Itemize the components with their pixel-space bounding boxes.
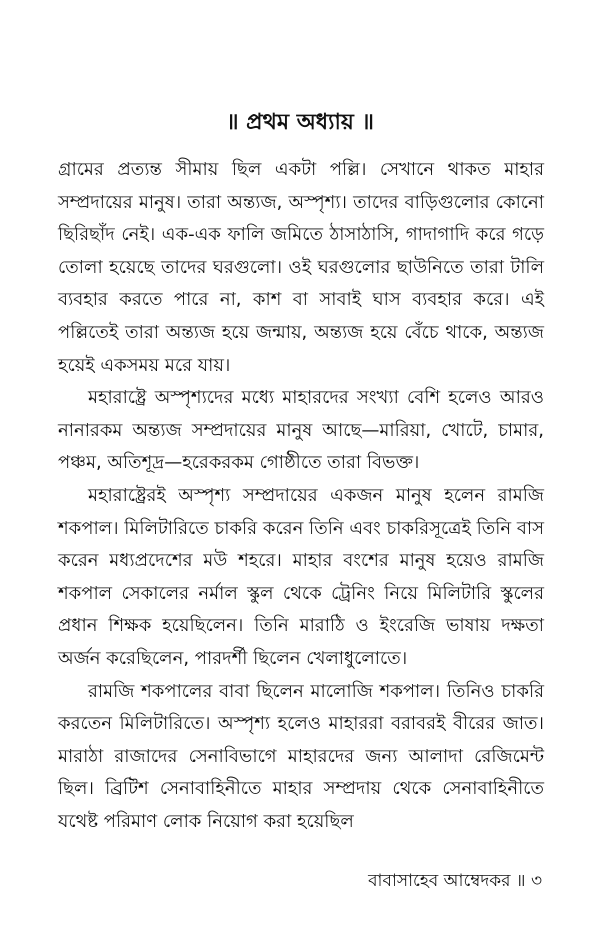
body-text (58, 154, 544, 838)
paragraph-3: মহারাষ্ট্রেরই অস্পৃশ্য সম্প্রদায়ের একজন মানুষ হলেন রামজি শকপাল। মিলিটারিতে চাকরি করেন তিনি এবং চাকরিসূত্রেই তিনি বাস করেন মধ্যপ্রদেশের মউ শহরে। মাহার বংশের মানুষ হয়েও রামজি শকপাল সেকালের নর্মাল স্কুল থেকে ট্রেনিং নিয়ে মিলিটারি স্কুলের প্রধান শিক্ষক হয়েছিলেন। তিনি মারাঠি ও ইংরেজি ভাষায় দক্ষতা অর্জন করেছিলেন, পারদর্শী ছিলেন খেলাধুলোতে। (58, 484, 544, 669)
chapter-title: ॥ প্রথম অধ্যায় ॥ (226, 110, 374, 135)
paragraph-1: গ্রামের প্রত্যন্ত সীমায় ছিল একটা পল্লি। সেখানে থাকত মাহার সম্প্রদায়ের মানুষ। তারা অন্ত্যজ, অস্পৃশ্য। তাদের বাড়িগুলোর কোনো ছিরিছাঁদ নেই। এক-এক ফালি জমিতে ঠাসাঠাসি, গাদাগাদি করে গড়ে তোলা হয়েছে তাদের ঘরগুলো। ওই ঘরগুলোর ছাউনিতে তারা টালি ব্যবহার করতে পারে না, কাশ বা সাবাই ঘাস ব্যবহার করে। এই পল্লিতেই তারা অন্ত্যজ হয়ে জন্মায়, অন্ত্যজ হয়ে বেঁচে থাকে, অন্ত্যজ হয়েই একসময় মরে যায়। (58, 159, 544, 376)
paragraph-2: মহারাষ্ট্রে অস্পৃশ্যদের মধ্যে মাহারদের সংখ্যা বেশি হলেও আরও নানারকম অন্ত্যজ সম্প্রদায়ের মানুষ আছে—মারিয়া, খোটে, চামার, পঞ্চম, অতিশূদ্র—হরেকরকম গোষ্ঠীতে তারা বিভক্ত। (58, 387, 544, 474)
page-footer: বাবাসাহেব আম্বেদকর ॥ ৩ (368, 871, 542, 891)
paragraph-4: রামজি শকপালের বাবা ছিলেন মালোজি শকপাল। তিনিও চাকরি করতেন মিলিটারিতে। অস্পৃশ্য হলেও মাহাররা বরাবরই বীরের জাত। মারাঠা রাজাদের সেনাবিভাগে মাহারদের জন্য আলাদা রেজিমেন্ট ছিল। ব্রিটিশ সেনাবাহিনীতে মাহার সম্প্রদায় থেকে সেনাবাহিনীতে যথেষ্ট পরিমাণ লোক নিয়োগ করা হয়েছিল (58, 680, 544, 832)
